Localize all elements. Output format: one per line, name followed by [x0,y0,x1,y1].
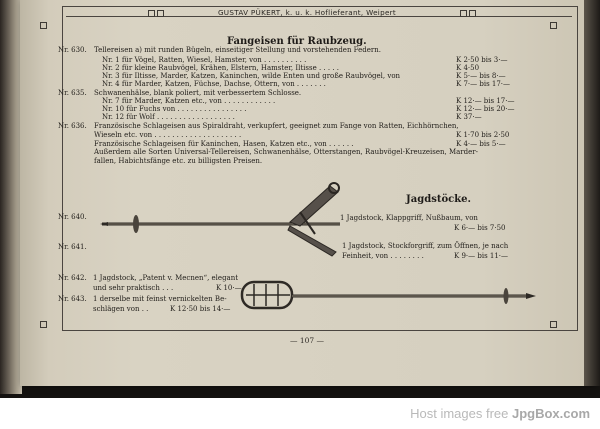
page-header: GUSTAV PÜKERT, k. u. k. Hoflieferant, Weipert [217,8,397,17]
item-643-price: K 12·50 bis 14·— [170,305,231,313]
item-price: K 7·— bis 17·— [456,80,511,88]
item-price: K 12·— bis 20·— [456,105,515,113]
item-number-641: Nr. 641. [58,243,87,251]
watermark[interactable] [410,406,590,421]
item-number: Nr. 635. [58,89,87,97]
frame-corner [550,22,557,29]
item-price: K 1·70 bis 2·50 [456,131,510,139]
item-description: Nr. 4 für Marder, Katzen, Füchse, Dachse, Ottern, von . . . . . . . [102,80,326,88]
item-price: K 5·— bis 8·— [456,72,506,80]
item-642-price: K 10·— [216,284,242,292]
watermark-prefix: Host images free [410,406,512,421]
page-edge-shadow [584,0,600,386]
item-price: K 2·50 bis 3·— [456,56,508,64]
item-description: Nr. 7 für Marder, Katzen etc., von . . . . . . . . . . . . [102,97,276,105]
item-640-price: K 6·— bis 7·50 [454,224,506,232]
item-642-desc-2: und sehr praktisch . . . [93,284,174,292]
item-description: Tellereisen a) mit runden Bügeln, einseitiger Stellung und vorstehenden Federn. [94,46,382,54]
book-binding [0,0,22,394]
seat-stick-illustration [238,270,538,320]
item-641-desc-1: 1 Jagdstock, Stockforgriff, zum Öffnen, je nach [342,242,509,250]
item-description: Französische Schlageisen aus Spiraldraht, verkupfert, geeignet zum Fange von Ratten, Eichhörnchen, [94,122,459,130]
item-number-642: Nr. 642. [58,274,87,282]
item-description: Wieseln etc. von . . . . . . . . . . . . . . . . . . . . [94,131,242,139]
item-641-price: K 9·— bis 11·— [454,252,509,260]
item-description: Nr. 1 für Vögel, Ratten, Wiesel, Hamster, von . . . . . . . . . . [102,56,307,64]
frame-corner [40,321,47,328]
frame-corner [550,321,557,328]
item-description: Außerdem alle Sorten Universal-Tellereisen, Schwanenhälse, Otterstangen, Raubvögel-Kreuzeisen, Marder- [94,148,478,156]
item-643-desc-2: schlägen von . . [93,305,149,313]
item-description: fallen, Habichtsfänge etc. zu billigsten Preisen. [94,157,263,165]
item-641-desc-2: Feinheit, von . . . . . . . . [342,252,424,260]
item-description: Schwanenhälse, blank poliert, mit verbessertem Schlosse. [94,89,302,97]
page-number: — 107 — [289,336,325,345]
item-price: K 37·— [456,113,482,121]
item-642-desc-1: 1 Jagdstock, „Patent v. Mecnen“, elegant [93,274,239,282]
item-price: K 4·50 [456,64,480,72]
item-description: Nr. 3 für Iltisse, Marder, Katzen, Kaninchen, wilde Enten und große Raubvögel, von [102,72,401,80]
frame-corner [40,22,47,29]
item-643-desc-1: 1 derselbe mit feinst vernickelten Be- [93,295,227,303]
folding-seat-stick-illustration [100,182,350,257]
item-description: Französische Schlageisen für Kaninchen, Hasen, Katzen etc., von . . . . . . [94,140,354,148]
item-description: Nr. 12 für Wolf . . . . . . . . . . . . . . . . . . [102,113,235,121]
item-description: Nr. 2 für kleine Raubvögel, Krähen, Elstern, Hamster, Iltisse . . . . . [102,64,339,72]
catalog-page [20,0,594,386]
item-number-643: Nr. 643. [58,295,87,303]
item-number-640: Nr. 640. [58,213,87,221]
section-title-walking-sticks: Jagdstöcke. [406,194,471,205]
item-price: K 12·— bis 17·— [456,97,515,105]
watermark-brand: JpgBox.com [511,406,590,421]
item-description: Nr. 10 für Fuchs von . . . . . . . . . . . . . . . . [102,105,247,113]
item-640-desc: 1 Jagdstock, Klappgriff, Nußbaum, von [340,214,478,222]
item-number: Nr. 636. [58,122,87,130]
item-price: K 4·— bis 5·— [456,140,506,148]
section-title-traps: Fangeisen für Raubzeug. [227,36,367,47]
item-number: Nr. 630. [58,46,87,54]
